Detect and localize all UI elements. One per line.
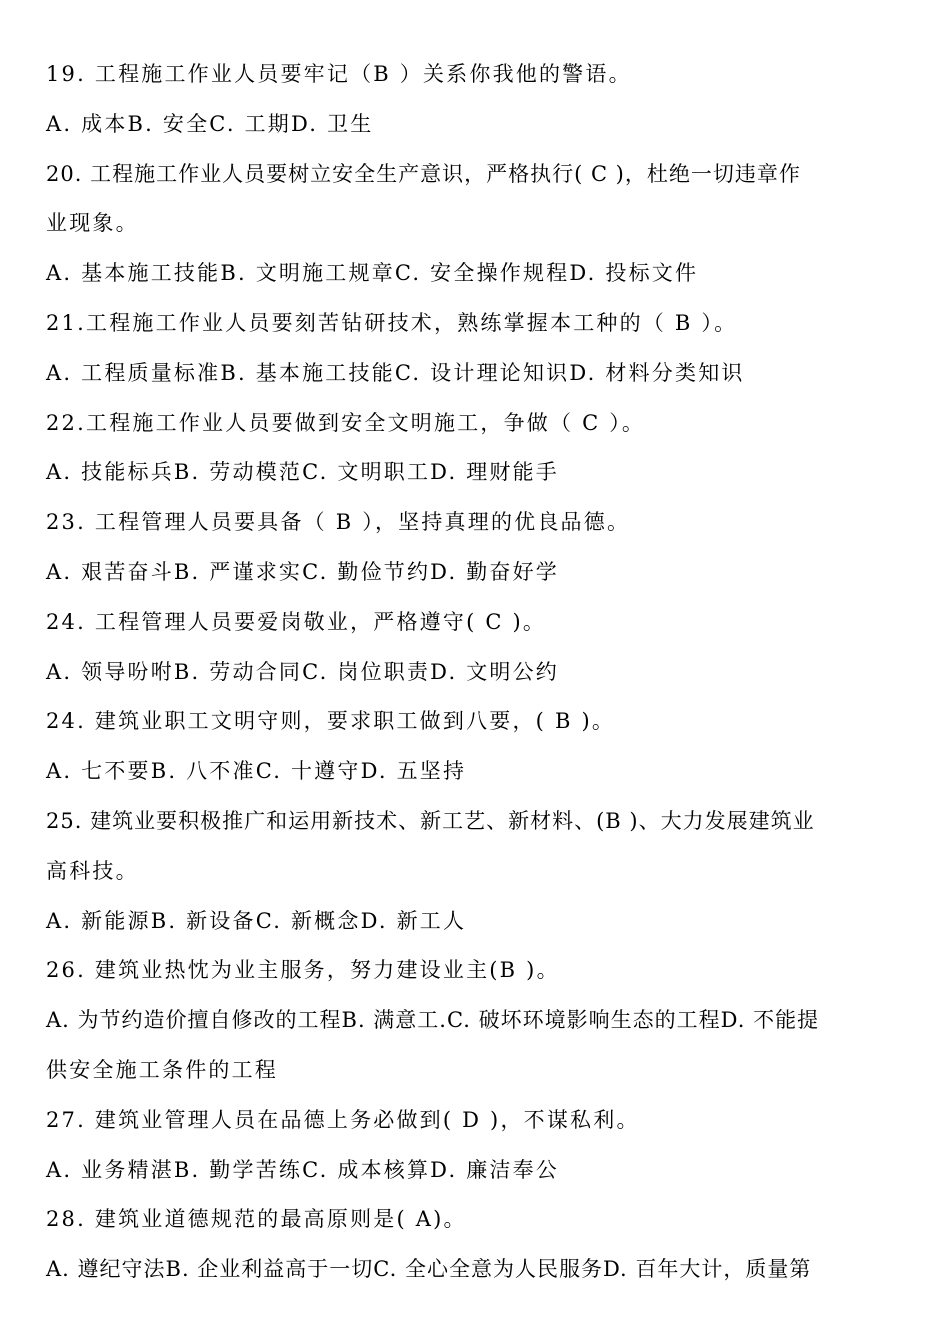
options-23: A. 艰苦奋斗B. 严谨求实C. 勤俭节约D. 勤奋好学 [46,559,560,584]
options-19: A. 成本B. 安全C. 工期D. 卫生 [46,111,374,136]
question-24b: 24. 建筑业职工文明守则，要求职工做到八要，( B )。 [46,709,616,734]
options-28: A. 遵纪守法B. 企业利益高于一切C. 全心全意为人民服务D. 百年大计，质量第 [46,1257,812,1282]
question-20: 20. 工程施工作业人员要树立安全生产意识，严格执行( C )，杜绝一切违章作 [46,161,801,186]
question-21: 21.工程施工作业人员要刻苦钻研技术，熟练掌握本工种的（ B ）。 [46,310,738,335]
question-23: 23. 工程管理人员要具备（ B ），坚持真理的优良品德。 [46,510,631,535]
question-22: 22.工程施工作业人员要做到安全文明施工，争做（ C ）。 [46,410,646,435]
options-26: A. 为节约造价擅自修改的工程B. 满意工.C. 破坏环境影响生态的工程D. 不能提 [46,1008,820,1033]
question-20-continued: 业现象。 [46,211,139,236]
question-26: 26. 建筑业热忱为业主服务，努力建设业主(B )。 [46,958,560,983]
question-25-continued: 高科技。 [46,858,139,883]
options-24a: A. 领导吩咐B. 劳动合同C. 岗位职责D. 文明公约 [46,659,560,684]
options-26-continued: 供安全施工条件的工程 [46,1057,278,1082]
options-27: A. 业务精湛B. 勤学苦练C. 成本核算D. 廉洁奉公 [46,1157,560,1182]
question-24a: 24. 工程管理人员要爱岗敬业，严格遵守( C )。 [46,609,547,634]
options-22: A. 技能标兵B. 劳动模范C. 文明职工D. 理财能手 [46,460,560,485]
question-28: 28. 建筑业道德规范的最高原则是( A)。 [46,1207,467,1232]
options-24b: A. 七不要B. 八不准C. 十遵守D. 五坚持 [46,759,467,784]
options-21: A. 工程质量标准B. 基本施工技能C. 设计理论知识D. 材料分类知识 [46,360,745,385]
question-19: 19. 工程施工作业人员要牢记（B ）关系你我他的警语。 [46,62,632,86]
question-25: 25. 建筑业要积极推广和运用新技术、新工艺、新材料、(B )、大力发展建筑业 [46,808,815,833]
options-20: A. 基本施工技能B. 文明施工规章C. 安全操作规程D. 投标文件 [46,261,699,286]
document-page [46,50,906,1295]
question-27: 27. 建筑业管理人员在品德上务必做到( D )，不谋私利。 [46,1107,640,1132]
options-25: A. 新能源B. 新设备C. 新概念D. 新工人 [46,908,467,933]
